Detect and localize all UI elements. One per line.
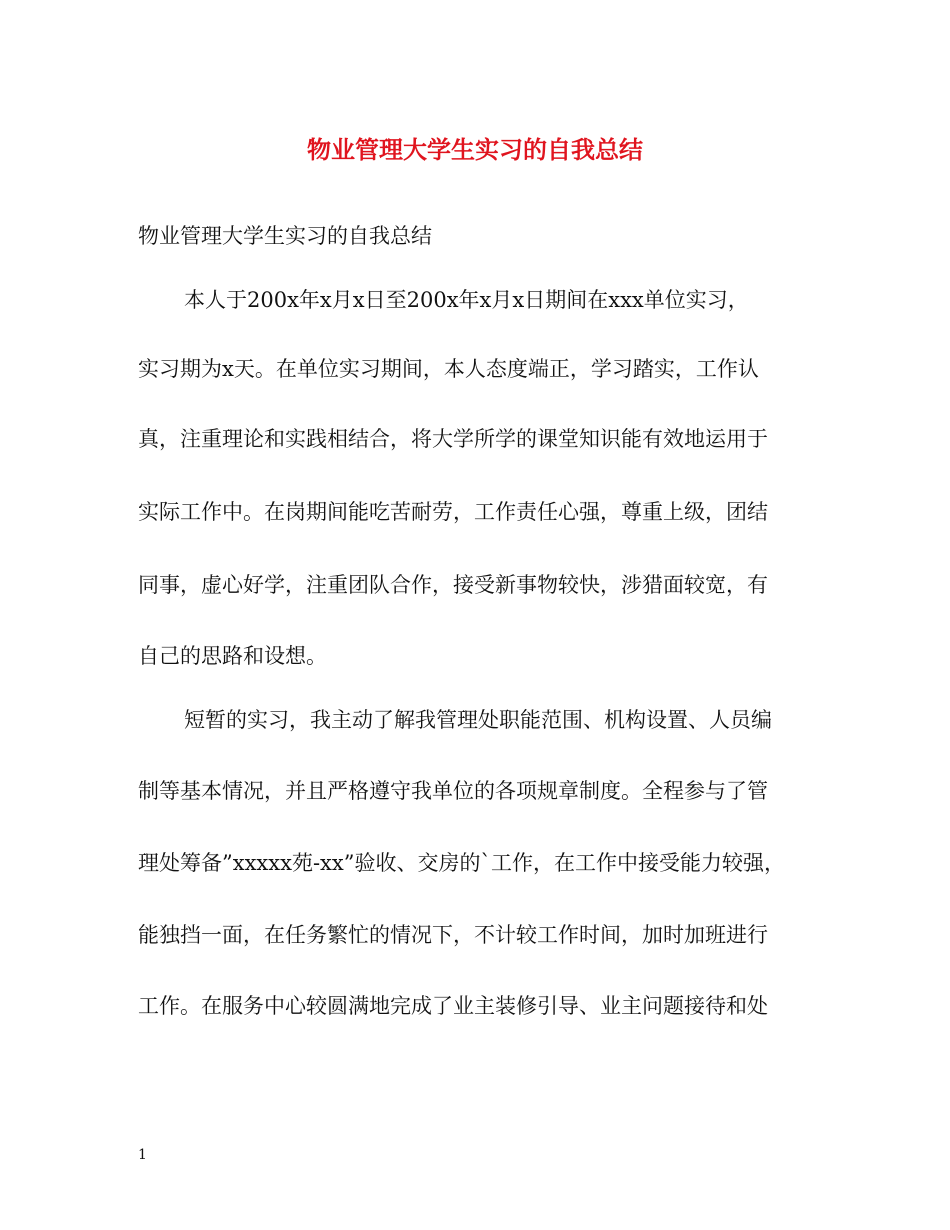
paragraph-line: 本人于200x年x月x日至200x年x月x日期间在xxx单位实习，: [184, 288, 749, 312]
paragraph-line: 理处筹备”xxxxx苑-xx”验收、交房的`工作，在工作中接受能力较强，: [138, 851, 785, 875]
paragraph-line: 同事，虚心好学，注重团队合作，接受新事物较快，涉猎面较宽，有: [138, 573, 768, 597]
document-title: 物业管理大学生实习的自我总结: [307, 135, 643, 164]
paragraph-line: 能独挡一面，在任务繁忙的情况下，不计较工作时间，加时加班进行: [138, 923, 768, 947]
paragraph-line: 实际工作中。在岗期间能吃苦耐劳，工作责任心强，尊重上级，团结: [138, 500, 768, 524]
page-number: 1: [138, 1147, 147, 1163]
paragraph-line: 短暂的实习，我主动了解我管理处职能范围、机构设置、人员编: [184, 708, 772, 732]
paragraph-line: 真，注重理论和实践相结合，将大学所学的课堂知识能有效地运用于: [138, 427, 768, 451]
paragraph-line: 自己的思路和设想。: [138, 644, 327, 668]
document-subtitle: 物业管理大学生实习的自我总结: [138, 224, 432, 248]
paragraph-line: 工作。在服务中心较圆满地完成了业主装修引导、业主问题接待和处: [138, 994, 768, 1018]
paragraph-line: 制等基本情况，并且严格遵守我单位的各项规章制度。全程参与了管: [138, 779, 768, 803]
paragraph-line: 实习期为x天。在单位实习期间，本人态度端正，学习踏实，工作认: [138, 357, 759, 381]
